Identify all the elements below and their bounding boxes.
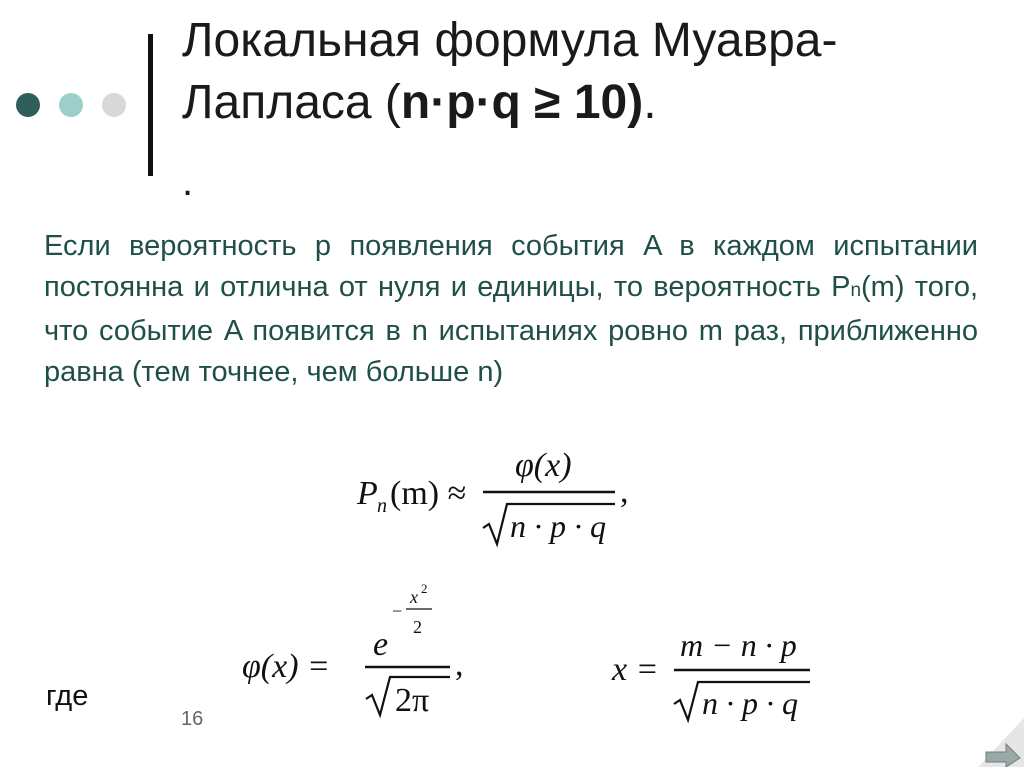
body-text-part-1: Если вероятность p появления события A в каждом испытании постоянна и отлична от нуля и единицы, то вероятность P — [44, 230, 978, 303]
body-subscript: n — [850, 280, 862, 301]
title-trailing-dot: . — [182, 160, 194, 204]
formula2-lhs: φ(x) = — [242, 648, 330, 685]
formula2-exp-sign: − — [392, 601, 403, 621]
formula2-comma: , — [455, 646, 464, 683]
formula3-numerator: m − n · p — [680, 628, 797, 663]
body-text-part-2: (m) того, что событие A появится в n испытаниях ровно m раз, приближенно равна (тем точнее, чем больше n) — [44, 271, 978, 388]
title-condition: n·p·q ≥ 10) — [400, 76, 644, 129]
title-line-2 — [182, 72, 982, 134]
formula1-lhs-sub: n — [377, 495, 387, 517]
formula2-base: e — [373, 626, 389, 663]
formula3-denominator: n · p · q — [702, 685, 798, 721]
slide-title — [182, 10, 982, 134]
title-line-1: Локальная формула Муавра- — [182, 14, 838, 67]
decor-dot-light-icon — [102, 93, 126, 117]
where-label: где — [46, 680, 89, 712]
formula1-lhs: P — [357, 475, 378, 512]
next-slide-arrow-icon[interactable] — [978, 718, 1024, 767]
formula-x — [610, 628, 830, 728]
decor-dot-dark-icon — [16, 93, 40, 117]
title-divider — [148, 34, 153, 176]
formula-local-laplace — [355, 452, 655, 552]
formula2-exp-pow: 2 — [421, 581, 428, 596]
page-number: 16 — [181, 708, 204, 730]
formula3-lhs: x = — [612, 651, 659, 688]
title-period: . — [643, 76, 657, 129]
formula1-denominator: n · p · q — [510, 508, 606, 544]
formula1-numerator: φ(x) — [515, 452, 572, 484]
formula-phi — [240, 575, 480, 725]
formula2-denominator: 2π — [395, 682, 430, 719]
formula2-exp-den: 2 — [413, 617, 422, 637]
body-text — [44, 226, 978, 393]
formula1-lhs-arg: (m) ≈ — [390, 475, 467, 512]
title-line-2-prefix: Лапласа ( — [182, 76, 401, 129]
decor-dot-mid-icon — [59, 93, 83, 117]
formula1-comma: , — [620, 473, 629, 510]
formula2-exp-num: x — [410, 587, 418, 607]
